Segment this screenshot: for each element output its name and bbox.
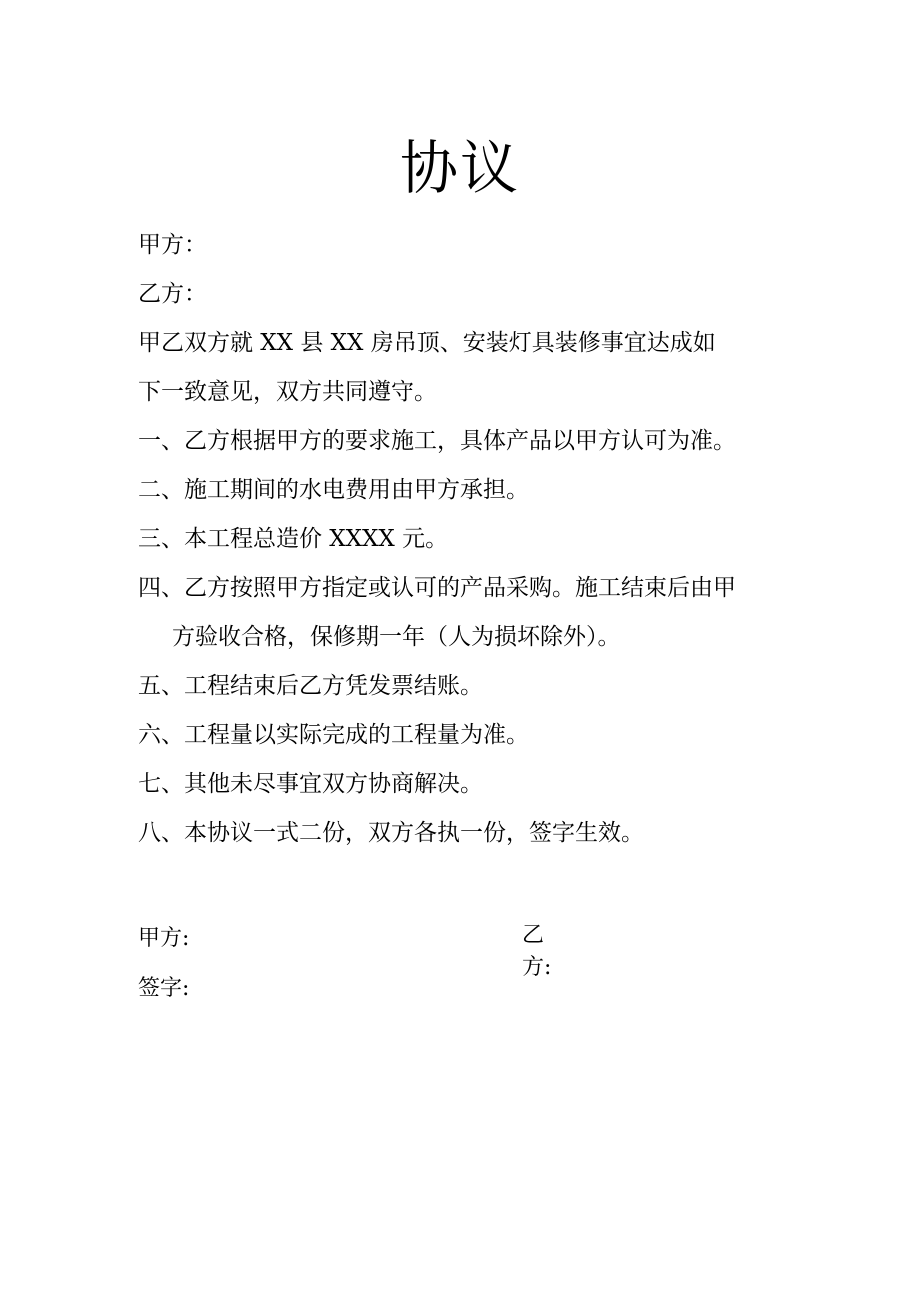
intro-line-1: 甲乙双方就 XX 县 XX 房吊顶、安装灯具装修事宜达成如 xyxy=(138,330,716,356)
signature-left xyxy=(138,914,189,1014)
clause-4-line-2: 方验收合格，保修期一年（人为损坏除外）。 xyxy=(172,624,621,650)
document-title: 协议 xyxy=(399,134,520,202)
clause-3: 三、本工程总造价 XXXX 元。 xyxy=(138,526,449,552)
agreement-body xyxy=(138,221,798,858)
clause-6: 六、工程量以实际完成的工程量为准。 xyxy=(138,722,529,748)
clause-7: 七、其他未尽事宜双方协商解决。 xyxy=(138,771,483,797)
signature-right xyxy=(522,920,551,984)
clause-5: 五、工程结束后乙方凭发票结账。 xyxy=(138,673,483,699)
clause-2: 二、施工期间的水电费用由甲方承担。 xyxy=(138,477,529,503)
signature-sign-label: 签字: xyxy=(138,976,190,1001)
party-b-label: 乙方： xyxy=(138,281,207,307)
clause-1: 一、乙方根据甲方的要求施工，具体产品以甲方认可为准。 xyxy=(138,428,736,454)
signature-party-b-line-2: 方: xyxy=(522,955,552,980)
signature-party-b-line-1: 乙 xyxy=(522,923,545,948)
signature-party-a: 甲方: xyxy=(138,926,190,951)
party-a-label: 甲方： xyxy=(138,232,207,258)
intro-line-2: 下一致意见，双方共同遵守。 xyxy=(138,379,437,405)
clause-4-line-1: 四、乙方按照甲方指定或认可的产品采购。施工结束后由甲 xyxy=(138,575,736,601)
clause-8: 八、本协议一式二份，双方各执一份，签字生效。 xyxy=(138,820,644,846)
